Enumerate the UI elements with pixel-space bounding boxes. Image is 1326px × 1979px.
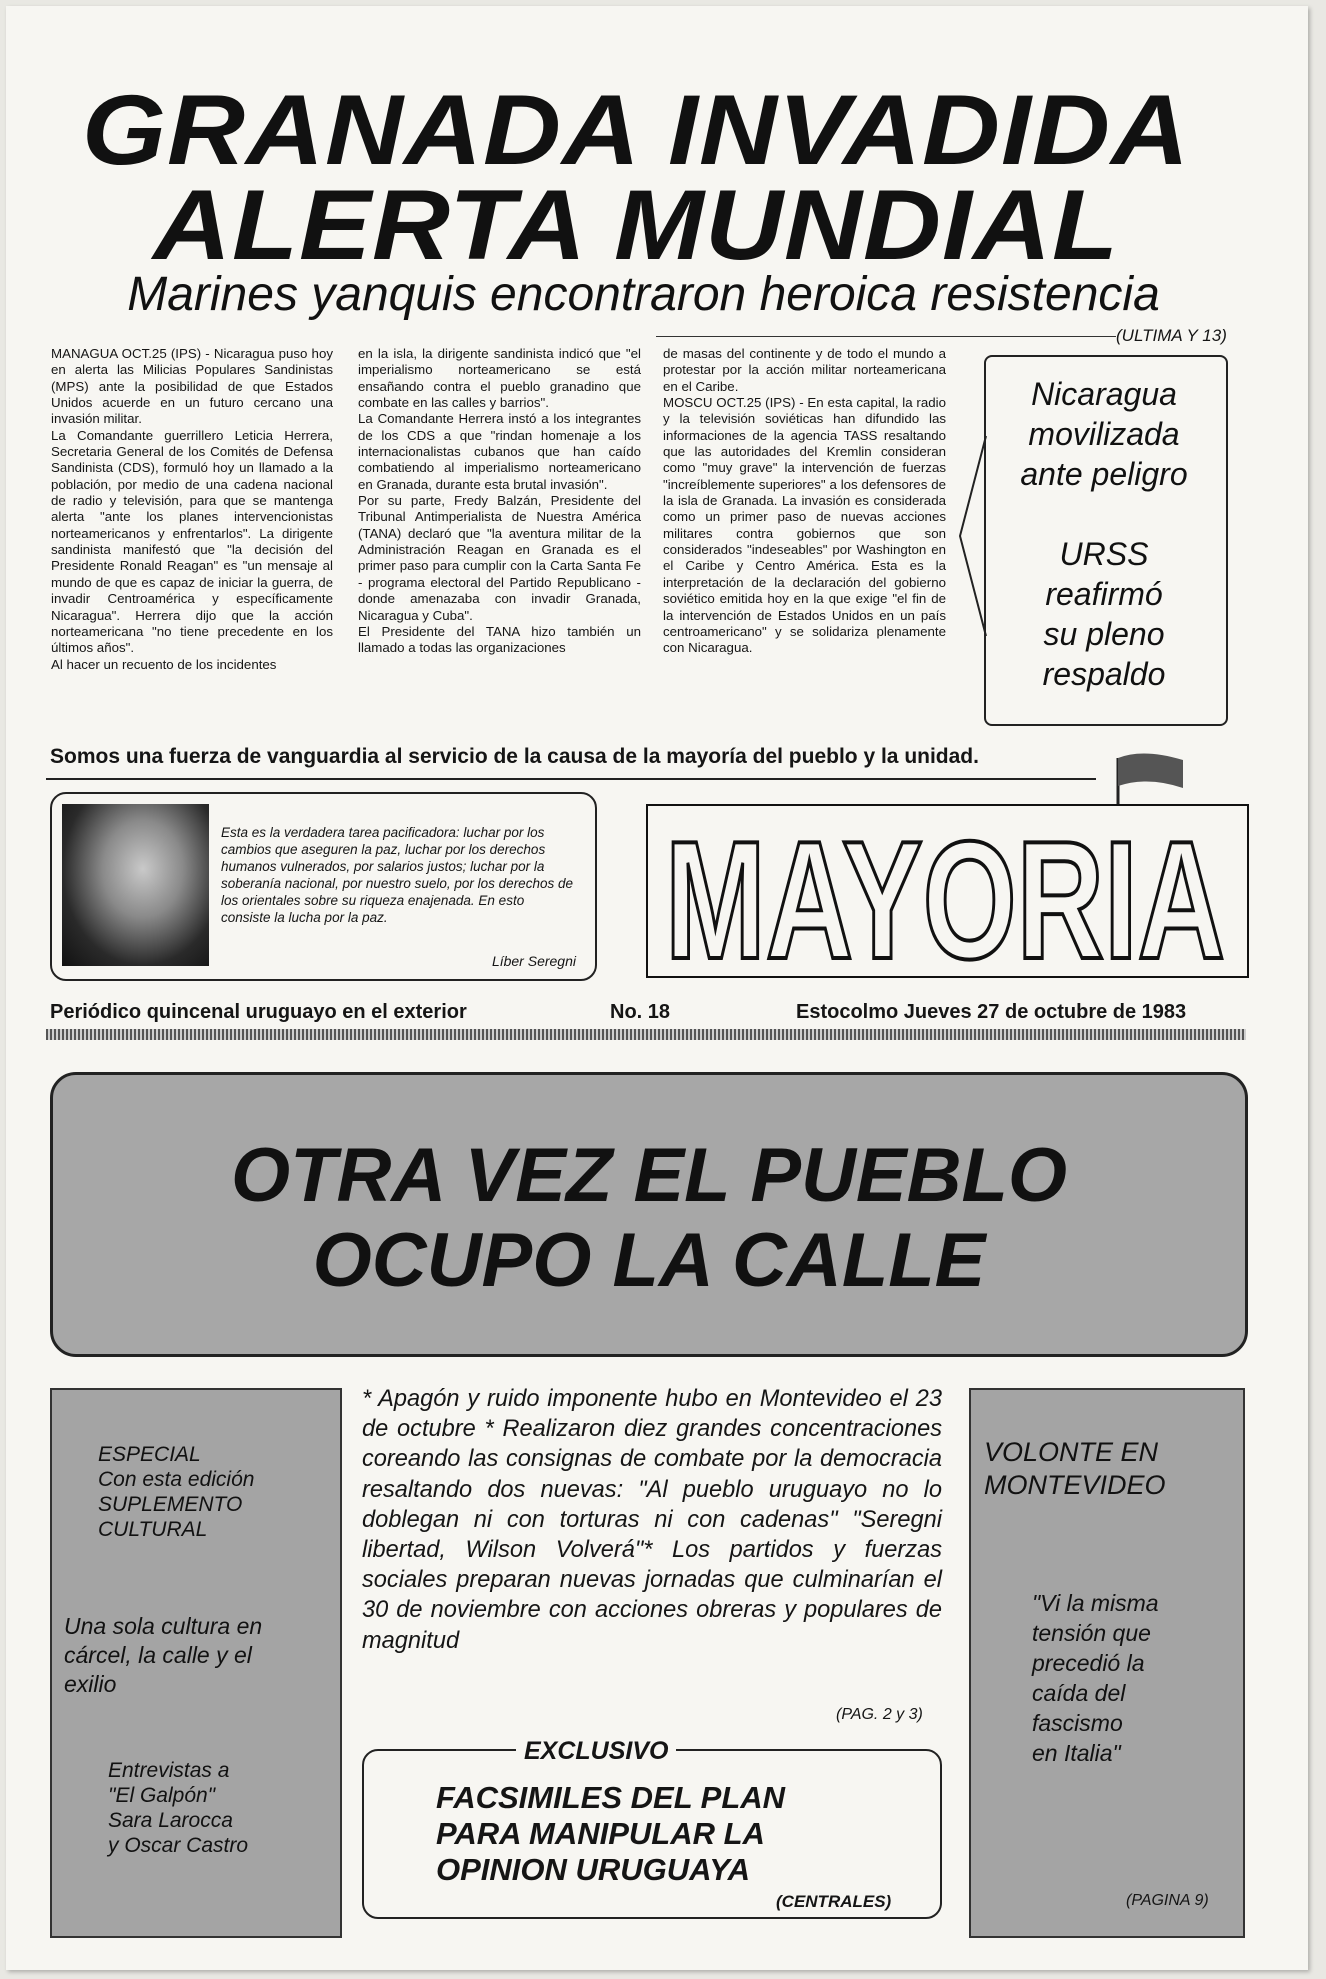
subheadline: Marines yanquis encontraron heroica resistencia [127, 268, 1160, 321]
hatched-rule [46, 1029, 1246, 1040]
flag-icon [1098, 748, 1188, 806]
news-column-2 [358, 346, 641, 657]
column-paragraph: en la isla, la dirigente sandinista indicó que "el imperialismo norteamericano se está ensañando contra el pueblo granadino que combate en las calles y barrios". [358, 346, 641, 411]
special-edition-text: ESPECIAL Con esta edición SUPLEMENTO CULTURAL [98, 1443, 255, 1541]
masthead-logo [658, 816, 1233, 962]
main-headline-line-1: OTRA VEZ EL PUEBLO [230, 1133, 1068, 1218]
main-headline-line-2: OCUPO LA CALLE [312, 1218, 986, 1303]
exclusive-title: EXCLUSIVO [516, 1737, 676, 1766]
volonte-quote: "Vi la misma tensión que precedió la caída del fascismo en Italia" [1032, 1590, 1159, 1766]
culture-text: Una sola cultura en cárcel, la calle y el exilio [64, 1613, 263, 1697]
exclusive-page-ref: (CENTRALES) [776, 1892, 892, 1911]
column-paragraph: Por su parte, Fredy Balzán, Presidente del Tribunal Antimperialista de Nuestra América (TANA) declaró que "la aventura militar de la Administración Reagan en Granada es el primer paso para cumplir con la Carta Santa Fe - programa electoral del Partido Republicano - donde amenazaba con invadir Granada, Nicaragua y Cuba". [358, 493, 641, 623]
divider [46, 778, 1096, 780]
column-paragraph: MANAGUA OCT.25 (IPS) - Nicaragua puso hoy en alerta las Milicias Populares Sandinistas (MPS) ante la posibilidad de que Estados Unidos acuerde en un futuro cercano una invasión militar. [51, 346, 333, 427]
quote-author: Líber Seregni [491, 953, 576, 969]
volonte-title: VOLONTE EN MONTEVIDEO [984, 1437, 1166, 1500]
column-paragraph: MOSCU OCT.25 (IPS) - En esta capital, la radio y la televisión soviéticas han difundido las informaciones de la agencia TASS resaltando que las autoridades del Kremlin consideran como "muy grave" la intervención de fuerzas "increíblemente superiores" a los defensores de la isla de Granada. La invasión es considerada como un primer paso de nuevas acciones militares contra gobiernos que son considerados "indeseables" por Washington en el Caribe y Centro América. Esta es la interpretación de la declaración del gobierno soviético emitida hoy en la que exige "el fin de la intervención de Estados Unidos en un país centroamericano" y se solidariza plenamente con Nicaragua. [663, 395, 946, 656]
portrait-photo [62, 804, 209, 966]
column-paragraph: Al hacer un recuento de los incidentes [51, 656, 277, 672]
column-paragraph: El Presidente del TANA hizo también un llamado a todas las organizaciones [358, 623, 641, 656]
news-column-1 [51, 346, 333, 673]
seregni-quote: Esta es la verdadera tarea pacificadora: luchar por los cambios que aseguren la paz, luchar por los derechos humanos vulnerados, por salarios justos; luchar por la soberanía nacional, por nuestro suelo, por los derechos de los orientales sobre su riqueza enajenada. En esto consiste la lucha por la paz. [221, 825, 573, 925]
volonte-page-ref: (PAGINA 9) [1126, 1892, 1209, 1909]
headline-page-ref: (ULTIMA Y 13) [1116, 326, 1227, 345]
lead-story-page-ref: (PAG. 2 y 3) [836, 1706, 923, 1723]
newspaper-page [6, 6, 1308, 1970]
tagline: Somos una fuerza de vanguardia al servicio de la causa de la mayoría del pueblo y la unidad. [50, 745, 979, 768]
ref-rule [656, 336, 1116, 337]
interviews-text: Entrevistas a "El Galpón" Sara Larocca y Oscar Castro [108, 1759, 249, 1857]
sidebar-urss: URSS reafirmó su pleno respaldo [1042, 536, 1166, 692]
headline-line-1: GRANADA INVADIDA [82, 73, 1190, 186]
column-paragraph: La Comandante Herrera instó a los integrantes de los CDS a que "rindan homenaje a los internacionalistas cubanos que han caído combatiendo al imperialismo norteamericano en Granada, durante esta brutal invasión". [358, 411, 641, 492]
news-column-3 [663, 346, 946, 657]
publication-info: Periódico quincenal uruguayo en el exterior [50, 1001, 467, 1023]
issue-date: Estocolmo Jueves 27 de octubre de 1983 [796, 1001, 1187, 1023]
exclusive-headline: FACSIMILES DEL PLAN PARA MANIPULAR LA OPINION URUGUAYA [436, 1780, 786, 1887]
lead-story-text: * Apagón y ruido imponente hubo en Montevideo el 23 de octubre * Realizaron diez grandes concentraciones coreando las consignas de combate por la democracia resaltando dos nuevas: "Al pueblo uruguayo no lo doblegan ni con torturas ni con cadenas" "Seregni libertad, Wilson Volverá"* Los partidos y fuerzas sociales preparan nuevas jornadas que culminarían el 30 de noviembre con acciones obreras y populares de magnitud [362, 1386, 942, 1654]
svg-text:MAYORIA: MAYORIA [665, 816, 1225, 962]
issue-number: No. 18 [610, 1001, 671, 1023]
headline-line-2: ALERTA MUNDIAL [153, 168, 1119, 281]
column-paragraph: de masas del continente y de todo el mundo a protestar por la acción militar norteamericana en el Caribe. [663, 346, 946, 394]
sidebar-nicaragua: Nicaragua movilizada ante peligro [1020, 376, 1188, 492]
column-paragraph: La Comandante guerrillero Leticia Herrera, Secretaria General de los Comités de Defensa Sandinista (CDS), formuló hoy un llamado a la población, por medio de una cadena nacional de radio y televisión, para que se mantenga alerta "ante los planes intervencionistas norteamericanos y enfrentarlos". La dirigente sandinista manifestó que "la decisión del Presidente Ronald Reagan" es "un mensaje al mundo de que es capaz de iniciar la guerra, de invadir Centroamérica y específicamente Nicaragua". Herrera dijo que la acción norteamericana "no tiene precedente en los últimos años". [51, 427, 333, 656]
